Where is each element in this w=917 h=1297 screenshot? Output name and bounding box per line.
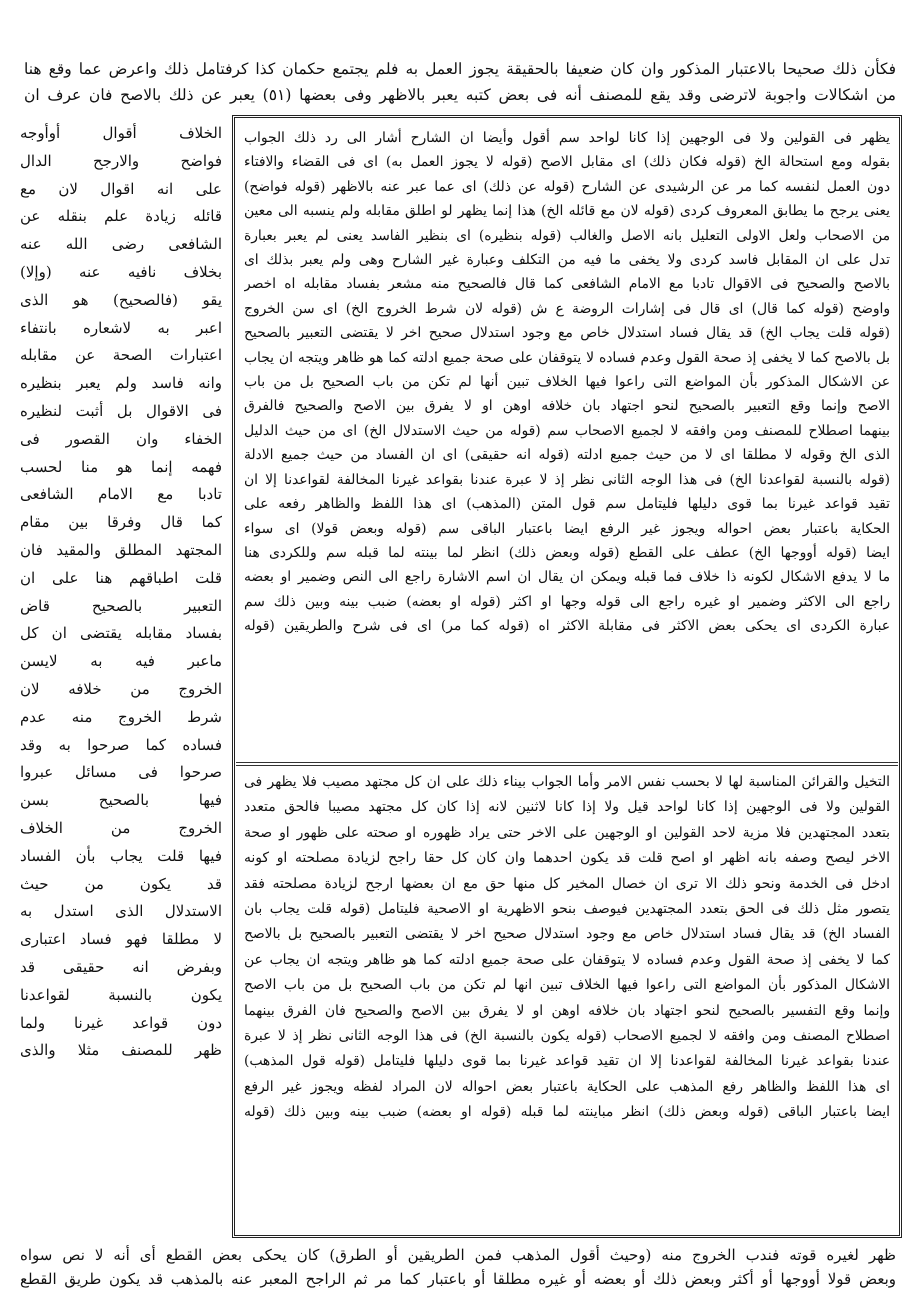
- text-line: المجتهد المطلق والمقيد فان: [20, 540, 222, 559]
- text-line: التعبير بالصحيح قاض: [20, 596, 222, 615]
- text-line: واوضح (قوله كما قال) اى قال فى إشارات الروضة ع ش (قوله لان شرط الخروج الخ) اى سن الخروج: [244, 300, 890, 317]
- bottom-margin-text: [20, 1243, 896, 1291]
- text-line: تادبا مع الامام الشافعى: [20, 485, 222, 504]
- text-line: من اشكالات واجوبة لاترضى وقد يقع للمصنف أنه فى بعض كتبه يعبر بالاظهر وفى بعضها (٥١) يعبر عن ذلك بالاصح فان عرف ان: [24, 86, 896, 104]
- text-line: الشافعى رضى الله عنه: [20, 235, 222, 254]
- text-line: ايضا (قوله أووجها الخ) عطف على القطع (قوله وبعض ذلك) انظر لما بينته لما قبله سم وللكردى هنا: [244, 544, 890, 561]
- text-line: التخيل والقرائن المناسبة لها لا بحسب نفس الامر وأما الجواب بيناء ذلك على ان كل مجتهد مصيب فلا يظهر فى: [244, 774, 890, 790]
- top-margin-text: [24, 56, 896, 108]
- text-line: فكأن ذلك صحيحا بالاعتبار المذكور وان كان ضعيفا بالحقيقة يجوز العمل به فلم يجتمع حكمان كذا كرفتامل ذلك واعرض عما وقع هنا: [24, 60, 896, 78]
- text-line: فيها بالصحيح بسن: [20, 791, 222, 810]
- text-line: الاخر ليصح وصفه بانه اظهر او اصح قلت قد يكون احدهما وان كان كل حقا راجح لزيادة مصلحته او كونه: [244, 850, 890, 867]
- section-divider: [236, 762, 898, 766]
- text-line: يظهر فى القولين ولا فى الوجهين إذا كانا لواحد سم أقول وأيضا ان الشارح أشار الى رد ذلك الجواب: [244, 130, 890, 146]
- text-line: بالاصح والصحيح فى الاقوال تادبا مع الامام الشافعى كما قال فالصحيح منه مشعر بفساد مقابله اه اخصر: [244, 276, 890, 293]
- lower-commentary-block: [244, 770, 890, 1228]
- text-line: وبعض قولا أووجها أو أكثر وبعض ذلك أو بعضه أو غيره مطلقا أو باعتبار كما مر ثم الراجح المعبر عنه بالمذهب قد يكون طريق القطع: [20, 1270, 896, 1288]
- text-line: فهمه إنما هو منا لحسب: [20, 457, 222, 476]
- text-line: يقو (فالصحيح) هو الذى: [20, 290, 222, 309]
- text-line: بقوله ومع استحالة الخ (قوله فكان ذلك) اى مقابل الاصح (قوله لا يجوز العمل به) اى فى القضاء والافتاء: [244, 154, 890, 171]
- text-line: (قوله قلت يجاب الخ) قد يقال فساد استدلال خاص مع وجود استدلال صحيح اخر لا يقتضى التعبير بالصحيح: [244, 325, 890, 342]
- text-line: فواضح والارجح الدال: [20, 151, 222, 170]
- text-line: بتعدد المجتهدين فلا مزية لاحد القولين او الوجهين على الاخر حتى يراد ظهوره او صحته على ظهور او صحة: [244, 824, 890, 841]
- text-line: بخلاف نافيه عنه (وإلا): [20, 262, 222, 281]
- text-line: اعتبارات الصحة عن مقابله: [20, 346, 222, 365]
- text-line: وانه فاسد ولم يعبر بنظيره: [20, 374, 222, 393]
- text-line: ايضا باعتبار الباقى (قوله وبعض ذلك) انظر مباينته لما قبله (قوله او بعضه) ضبب بينه وبين ذلك (قوله: [244, 1104, 890, 1121]
- text-line: راجع الى الاكثر وضمير او غيره راجع الى قوله وجها او اكثر (قوله او بعضه) ضبب بينه وبين ذلك سم: [244, 593, 890, 610]
- text-line: قد يكون من حيث: [20, 874, 222, 893]
- text-line: صرحوا فى مسائل عبروا: [20, 763, 222, 782]
- text-line: الحكاية باعتبار بعض احواله ويجوز غير الرفع ايضا باعتبار الباقى سم (قوله وبعض قولا) اى سواء: [244, 520, 890, 537]
- text-line: فيها قلت يجاب بأن الفساد: [20, 846, 222, 865]
- text-line: الاستدلال الذى استدل به: [20, 902, 222, 921]
- text-line: ظهر لغيره قوته فندب الخروج منه (وحيث أقول المذهب فمن الطريقين أو الطرق) كان يحكى بعض القطع أى أنه لا نص سواه: [20, 1246, 896, 1264]
- text-line: بل بالاصح كما لا يخفى إذ صحة القول وعدم فساده لا يتوقفان على صحة جميع ادلته كما هو ظاهر ويتجه ان يجاب: [244, 349, 890, 366]
- text-line: تدل على ان المقابل فاسد كردى ولا يخفى ما فيه من التكلف وعبارة غير الشارح وهى ولم يعبر بذلك اى: [244, 252, 890, 269]
- text-line: الفساد الخ) قد يقال فساد استدلال خاص مع وجود استدلال صحيح اخر لا يقتضى التعبير بالصحيح بل بالاصح: [244, 926, 890, 943]
- upper-commentary-block: [244, 126, 890, 760]
- text-line: اصطلاح المصنف ومن وافقه لا لجميع الاصحاب (قوله يكون بالنسبة الخ) فى هذا الوجه الثانى نظر إذ لا عبرة: [244, 1028, 890, 1045]
- text-line: الخروج من الخلاف: [20, 818, 222, 837]
- text-line: ماعبر فيه به لايسن: [20, 652, 222, 671]
- text-line: عبارة الكردى اى يحكى بعض الاكثر فى مقابلة الاكثر اه (قوله كما مر) اى فى شرح والطريقين (قوله: [244, 618, 890, 635]
- text-line: بينهما اصطلاح للمصنف ومن وافقه لا لجميع الاصحاب سم (قوله من حيث الاستدلال الخ) اى من حيث الدليل: [244, 422, 890, 439]
- text-line: اعبر به لاشعاره بانتفاء: [20, 318, 222, 337]
- text-line: (قوله بالنسبة لقواعدنا الخ) فى هذا الوجه الثانى نظر إذ لا عبرة عندنا بقواعد غيرنا المخالفة لقواعدنا إلا ان: [244, 471, 890, 488]
- text-line: لا مطلقا فهو فساد اعتبارى: [20, 930, 222, 949]
- text-line: الذى الخ وقوله لا مطلقا اى لا من حيث جميع ادلته (قوله انه حقيقى) اى ان الفساد من حيث جميع الادلة: [244, 447, 890, 464]
- text-line: اى هذا اللفظ والظاهر رفع المذهب على الحكاية باعتبار بعض احواله لان المراد لفظه ويجوز غير الرفع: [244, 1078, 890, 1095]
- text-line: الاصح وإنما وقع التعبير بالصحيح لنحو اجتهاد بان خلافه اوهن او لا يفرق بين الاصح والصحيح فالفرق: [244, 398, 890, 415]
- text-line: عن الاشكال المذكور بأن المواضع التى راعوا فيها الخلاف تبين أنها لم تكن من باب الصحيح بل من باب: [244, 374, 890, 391]
- text-line: قلت اطباقهم هنا على ان: [20, 568, 222, 587]
- text-line: من الاصحاب ولعل الاولى التعليل بانه الاصل والغالب (قوله بنظيره) اى بنظير الفاسد يعنى لم يعبر بعبارة: [244, 227, 890, 244]
- text-line: عندنا بقواعد غيرنا المخالفة لقواعدنا إلا ان تقيد قواعد غيرنا بما قوى دليلها فليتامل (قوله قول المذهب): [244, 1053, 890, 1070]
- text-line: الخروج من خلافه لان: [20, 679, 222, 698]
- text-line: ما لا يدفع الاشكال لكونه ذا خلاف فما قبله ويمكن ان يقال ان اسم الاشارة راجع الى النص وضمير او بعضه: [244, 569, 890, 586]
- text-line: ادخل فى الخدمة ونحو ذلك الا ترى ان خصال المخير كل منها حق مع ان بعضها ارجح لزيادة مصلحته فقد: [244, 875, 890, 892]
- text-line: شرط الخروج منه عدم: [20, 707, 222, 726]
- text-line: يكون بالنسبة لقواعدنا: [20, 985, 222, 1004]
- text-line: الخلاف أقوال أوأوجه: [20, 124, 222, 142]
- text-line: ظهر للمصنف مثلا والذى: [20, 1041, 222, 1060]
- text-line: كما لا يخفى إذ صحة القول وعدم فساده لا يتوقفان على صحة جميع ادلته كما هو ظاهر ويتجه ان يجاب عن: [244, 951, 890, 968]
- text-line: على انه اقوال لان مع: [20, 179, 222, 198]
- text-line: الخفاء وان القصور فى: [20, 429, 222, 448]
- text-line: قائله زيادة علم بنقله عن: [20, 207, 222, 226]
- text-line: الاشكال المذكور بأن المواضع التى راعوا فيها الخلاف تبين انها لم تكن من باب الصحيح بل من باب الاصح: [244, 977, 890, 994]
- text-line: بفساد مقابله يقتضى ان كل: [20, 624, 222, 643]
- text-line: فى الاقوال بل أثبت لنظيره: [20, 401, 222, 420]
- text-line: تقيد قواعد غيرنا بما قوى دليلها فليتامل سم قول المتن (المذهب) اى هذا اللفظ والظاهر رفعه على: [244, 496, 890, 513]
- text-line: وإنما وقع التفسير بالصحيح لنحو اجتهاد بان خلافه اوهن او لا يفرق بين الاصح والصحيح فان الفرق بينهما: [244, 1002, 890, 1019]
- text-line: يعنى يرجح ما يطابق المعروف كردى (قوله لان مع قائله الخ) هذا إنما يظهر لو اطلق مقابله ولم ينسبه الى معين: [244, 203, 890, 220]
- side-margin-commentary: [20, 120, 222, 1220]
- text-line: دون العمل لنفسه كما مر عن الرشيدى عن الشارح (قوله عن ذلك) اى عما عبر عنه بالاظهر (قوله فواضح): [244, 178, 890, 195]
- text-line: دون قواعد غيرنا ولما: [20, 1013, 222, 1032]
- text-line: كما قال وفرقا بين مقام: [20, 513, 222, 532]
- text-line: يتصور مثل ذلك فى الحق بتعدد المجتهدين فيوصف بنحو الاظهرية او الاصحية فليتامل (قوله قلت يجاب بان: [244, 901, 890, 918]
- text-line: فساده كما صرحوا به وقد: [20, 735, 222, 754]
- text-line: القولين ولا فى الوجهين إذا كانا لواحد قيل ولا إذا كانا لاثنين لانه إذا كان كل مجتهد مصيبا فالحق متعدد: [244, 799, 890, 816]
- text-line: وبفرض انه حقيقى قد: [20, 957, 222, 976]
